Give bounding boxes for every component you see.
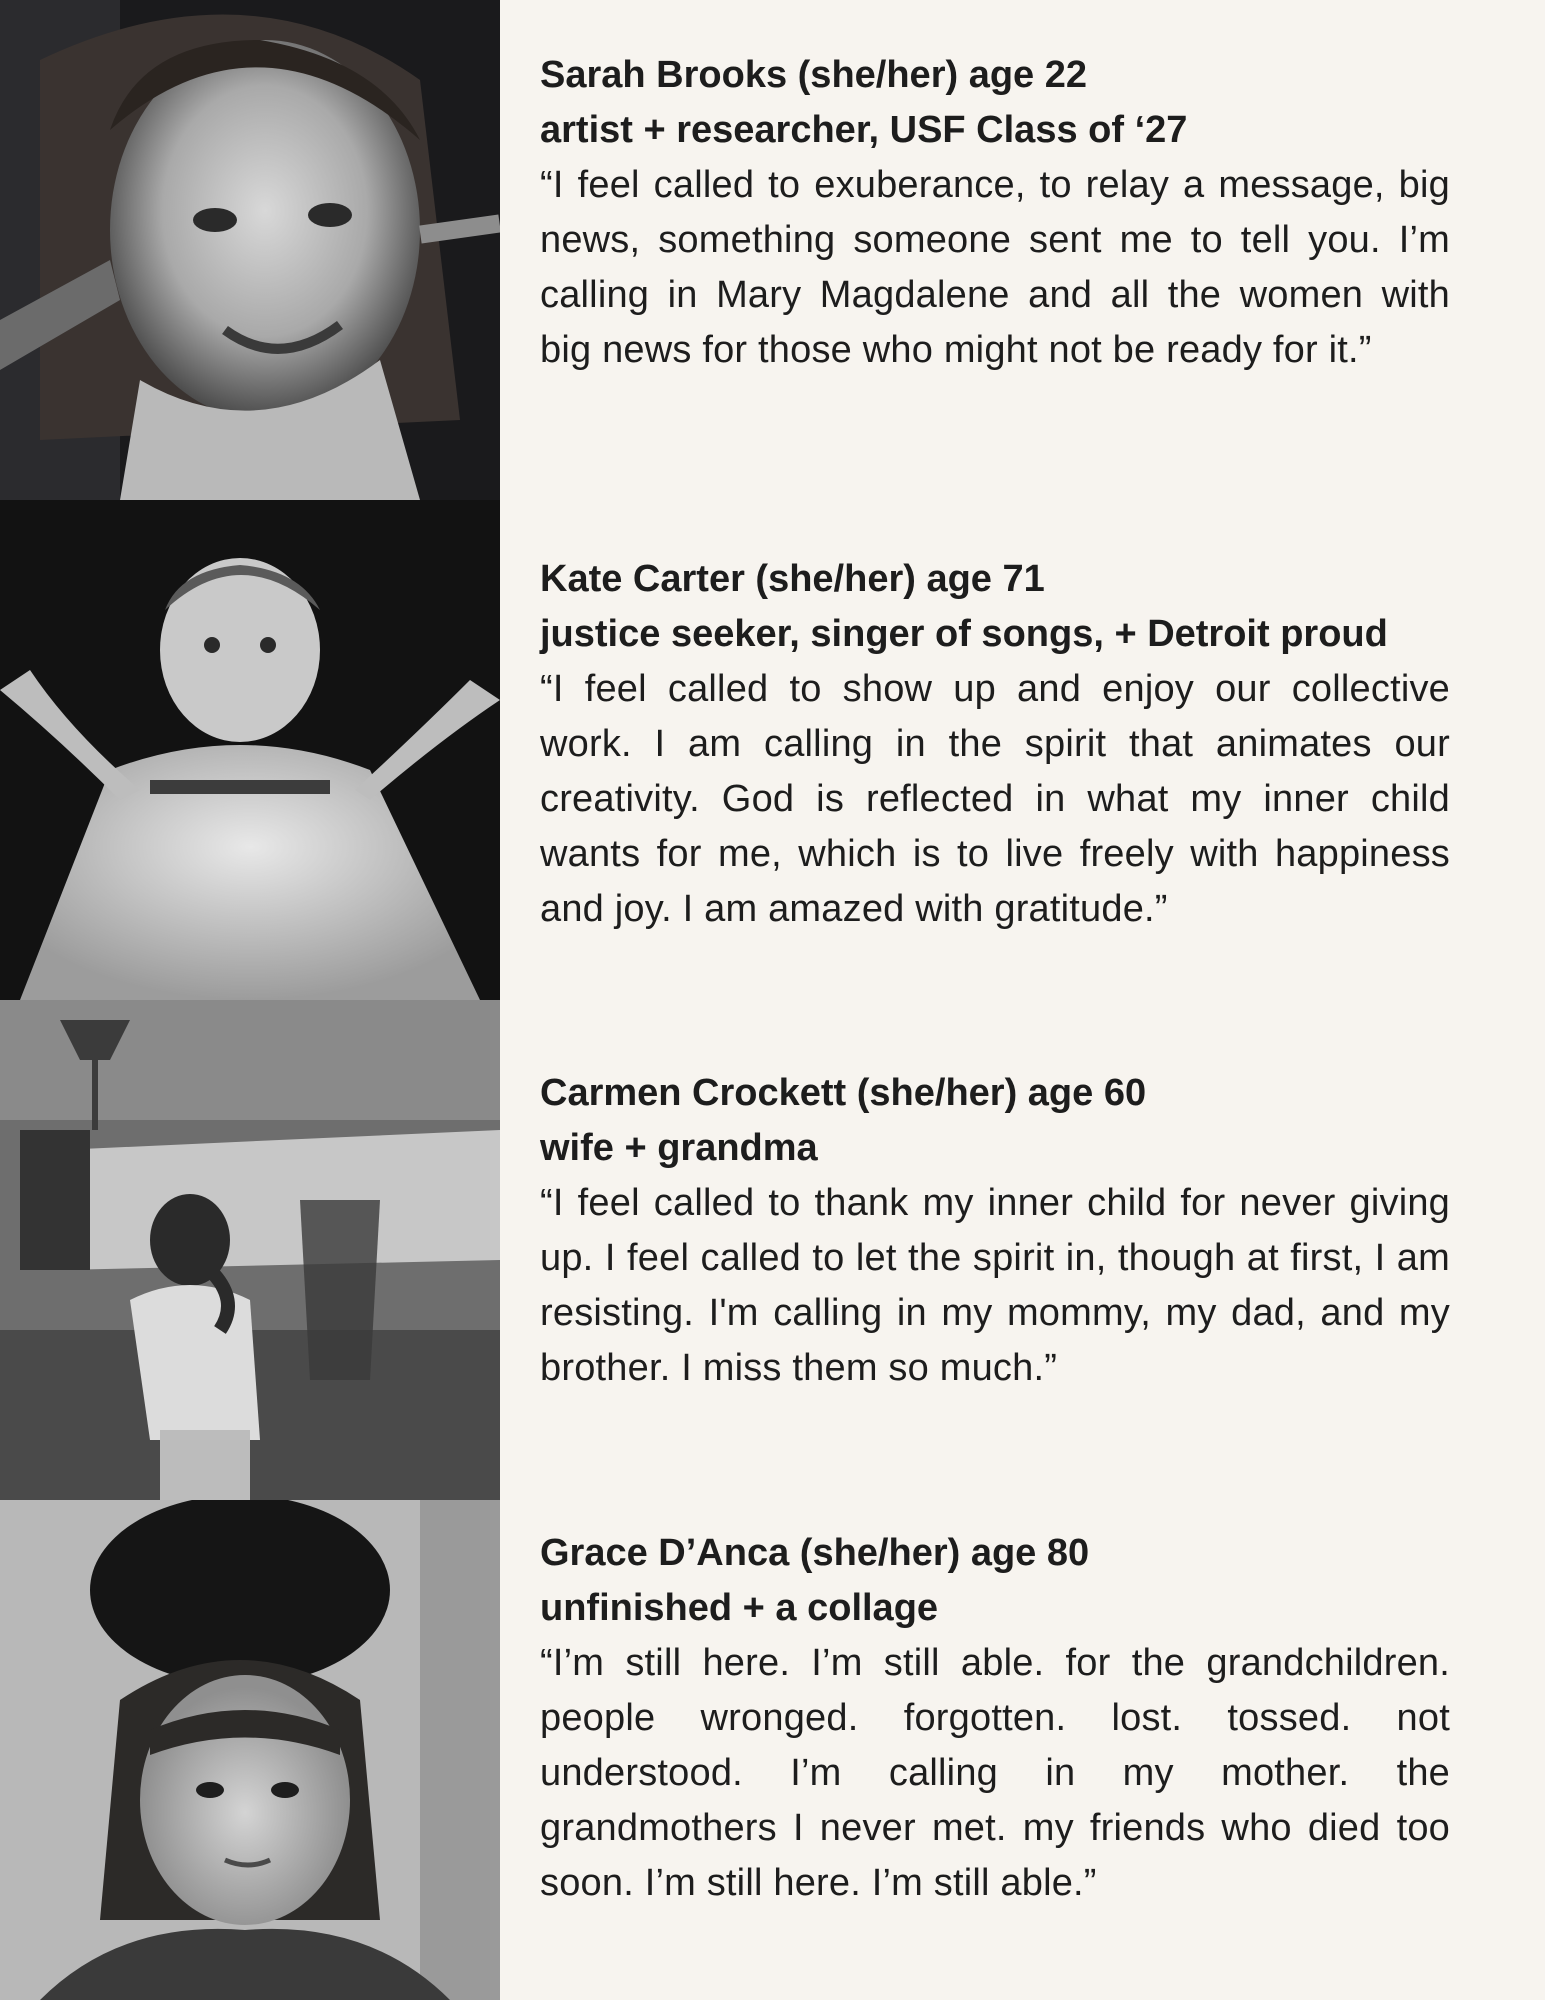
person-quote: “I feel called to show up and enjoy our collective work. I am calling in the spirit that animates our creativity. God is reflected in what my inner child wants for me, which is to live freely with happiness and joy. I am amazed with gratitude.” — [540, 668, 1450, 930]
entry-text — [540, 48, 1450, 378]
person-role: unfinished + a collage — [540, 1587, 939, 1629]
entry-grace-danca — [0, 1500, 1545, 2000]
photo-grace-danca — [0, 1500, 500, 2000]
photo-carmen-crockett — [0, 1000, 500, 1500]
entry-carmen-crockett — [0, 1000, 1545, 1500]
person-quote: “I feel called to thank my inner child for never giving up. I feel called to let the spirit in, though at first, I am resisting. I'm calling in my mommy, my dad, and my brother. I miss them so much.” — [540, 1182, 1450, 1389]
photo-sarah-brooks — [0, 0, 500, 500]
entry-text — [540, 1526, 1450, 1911]
person-quote: “I’m still here. I’m still able. for the grandchildren. people wronged. forgotten. lost. tossed. not understood. I’m calling in my mother. the grandmothers I never met. my friends who died too soon. I’m still here. I’m still able.” — [540, 1642, 1450, 1904]
person-name: Carmen Crockett (she/her) age 60 — [540, 1072, 1147, 1114]
person-role: artist + researcher, USF Class of ‘27 — [540, 109, 1188, 151]
entry-sarah-brooks — [0, 0, 1545, 500]
person-quote: “I feel called to exuberance, to relay a message, big news, something someone sent me to tell you. I’m calling in Mary Magdalene and all the women with big news for those who might not be ready for it.” — [540, 164, 1450, 371]
entry-text — [540, 552, 1450, 937]
person-name: Kate Carter (she/her) age 71 — [540, 558, 1045, 600]
entry-text — [540, 1066, 1450, 1396]
person-name: Sarah Brooks (she/her) age 22 — [540, 54, 1087, 96]
person-name: Grace D’Anca (she/her) age 80 — [540, 1532, 1090, 1574]
photo-kate-carter — [0, 500, 500, 1000]
person-role: wife + grandma — [540, 1127, 818, 1169]
entry-kate-carter — [0, 500, 1545, 1000]
person-role: justice seeker, singer of songs, + Detroit proud — [540, 613, 1388, 655]
